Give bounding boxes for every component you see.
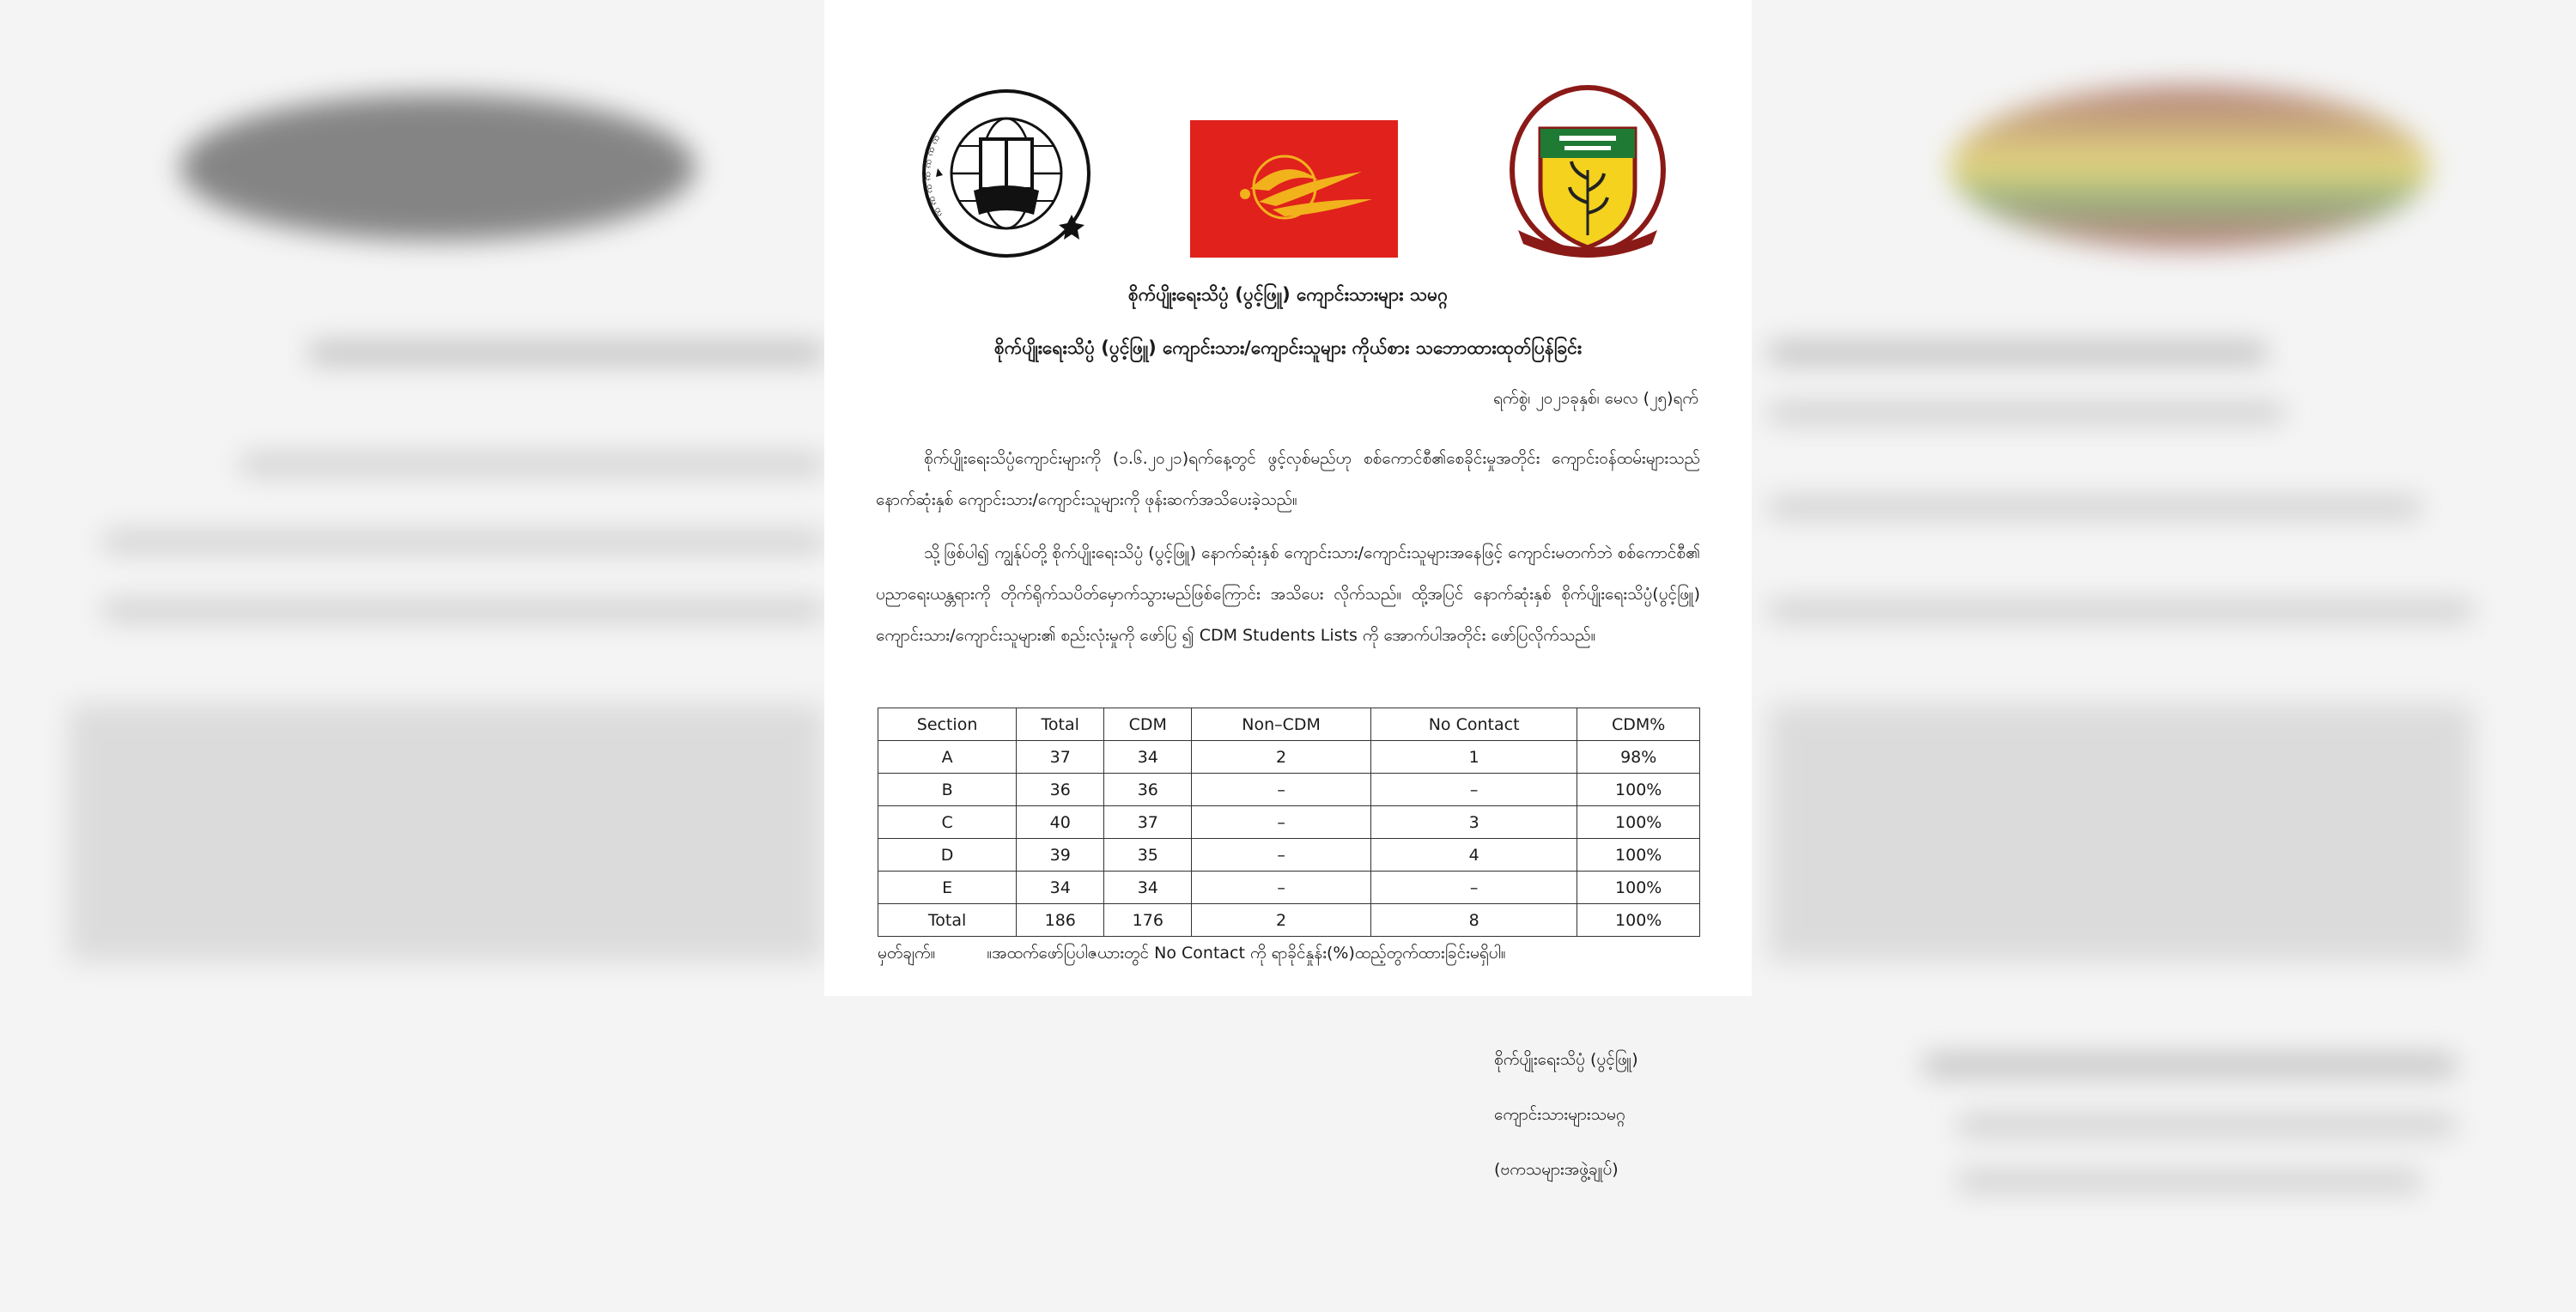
table-row <box>878 839 1700 872</box>
table-cell: 176 <box>1104 904 1192 937</box>
table-cell: 2 <box>1192 904 1371 937</box>
red-flag-logo <box>1190 120 1398 258</box>
bg-text-line <box>1769 498 2421 517</box>
bg-text-line <box>1958 1172 2421 1191</box>
table-cell: – <box>1192 839 1371 872</box>
table-cell: 37 <box>1017 741 1104 774</box>
table-row <box>878 741 1700 774</box>
bg-text-line <box>1769 404 2284 422</box>
table-cell: C <box>878 806 1017 839</box>
table-cell: 36 <box>1017 774 1104 806</box>
table-row <box>878 806 1700 839</box>
paragraph-2: သို့ဖြစ်ပါ၍ ကျွန်ုပ်တို့ စိုက်ပျိုးရေးသိပ္ပံ (ပွင့်ဖြူ) နောက်ဆုံးနှစ် ကျောင်းသား/ကျောင်းသူများအနေဖြင့် ကျောင်းမတက်ဘဲ စစ်ကောင်စီ၏ ပညာရေးယန္တရားကို တိုက်ရိုက်သပိတ်မှောက်သွားမည်ဖြစ်ကြောင်း အသိပေး လိုက်သည်။ ထို့အပြင် နောက်ဆုံးနှစ် စိုက်ပျိုးရေးသိပ္ပံ(ပွင့်ဖြူ) ကျောင်းသား/ကျောင်းသူများ၏ စည်းလုံးမှုကို ဖော်ပြ ၍ CDM Students Lists ကို အောက်ပါအတိုင်း ဖော်ပြလိုက်သည်။ <box>876 544 1700 645</box>
note-label: မှတ်ချက်။ <box>878 944 936 963</box>
table-cell: 100% <box>1577 806 1700 839</box>
table-cell: 100% <box>1577 839 1700 872</box>
table-cell: – <box>1370 774 1577 806</box>
bg-right-logo-blur <box>1949 86 2430 249</box>
table-cell: 36 <box>1104 774 1192 806</box>
header-cdm: CDM <box>1104 708 1192 741</box>
table-cell: 8 <box>1370 904 1577 937</box>
table-cell: – <box>1370 872 1577 904</box>
table-cell: 100% <box>1577 904 1700 937</box>
header-no-contact: No Contact <box>1370 708 1577 741</box>
table-cell: 34 <box>1104 741 1192 774</box>
table-row <box>878 774 1700 806</box>
table-cell: – <box>1192 774 1371 806</box>
bg-text-line <box>103 601 824 620</box>
table-cell: 1 <box>1370 741 1577 774</box>
table-cell: 100% <box>1577 872 1700 904</box>
table-cell: 39 <box>1017 839 1104 872</box>
header-non-cdm: Non–CDM <box>1192 708 1371 741</box>
table-cell: – <box>1192 806 1371 839</box>
table-cell: B <box>878 774 1017 806</box>
bg-table-blur <box>69 704 824 962</box>
table-note <box>878 943 1506 967</box>
bg-text-line <box>240 455 824 474</box>
table-cell: Total <box>878 904 1017 937</box>
table-cell: 34 <box>1104 872 1192 904</box>
table-cell: 2 <box>1192 741 1371 774</box>
bg-text-line <box>1769 343 2267 362</box>
table-cell: A <box>878 741 1017 774</box>
bg-left-logo-blur <box>180 94 696 240</box>
note-text: ။အထက်ဖော်ပြပါဇယားတွင် No Contact ကို ရာခိုင်နှုန်း(%)ထည့်တွက်ထားခြင်းမရှိပါ။ <box>987 944 1506 963</box>
header-total: Total <box>1017 708 1104 741</box>
table-cell: 186 <box>1017 904 1104 937</box>
bg-text-line <box>1923 1056 2456 1075</box>
bg-text-line <box>309 343 824 362</box>
cdm-students-table <box>878 708 1700 937</box>
organization-title: စိုက်ပျိုးရေးသိပ္ပံ (ပွင့်ဖြူ) ကျောင်းသားများ သမဂ္ဂ <box>1127 284 1449 305</box>
pwint-phyu-union-shield-logo <box>1506 84 1669 260</box>
table-cell: – <box>1192 872 1371 904</box>
table-header-row <box>878 708 1700 741</box>
table-cell: 34 <box>1017 872 1104 904</box>
paragraph-1: စိုက်ပျိုးရေးသိပ္ပံကျောင်းများကို (၁.၆.၂၀၂၁)ရက်နေ့တွင် ဖွင့်လှစ်မည်ဟု စစ်ကောင်စီ၏စေခိုင်းမှုအတိုင်း ကျောင်းဝန်ထမ်းများသည် နောက်ဆုံးနှစ် ကျောင်းသား/ကျောင်းသူများကို ဖုန်းဆက်အသိပေးခဲ့သည်။ <box>876 449 1700 509</box>
bg-text-line <box>1958 1116 2456 1135</box>
header-section: Section <box>878 708 1017 741</box>
table-cell: E <box>878 872 1017 904</box>
signature-line-3: (ဗကသများအဖွဲ့ချုပ်) <box>1494 1160 1619 1179</box>
table-cell: 3 <box>1370 806 1577 839</box>
statement-subject: စိုက်ပျိုးရေးသိပ္ပံ (ပွင့်ဖြူ) ကျောင်းသား/ကျောင်းသူများ ကိုယ်စား သဘောထားထုတ်ပြန်ခြင်း <box>993 337 1583 358</box>
rice-shield-icon <box>1506 84 1669 260</box>
document-date: ရက်စွဲ၊ ၂၀၂၁ခုနှစ်၊ မေလ (၂၅)ရက် <box>1493 389 1698 408</box>
table-cell: 40 <box>1017 806 1104 839</box>
document-sheet <box>824 0 1752 1179</box>
table-total-row <box>878 904 1700 937</box>
table-cell: 100% <box>1577 774 1700 806</box>
header-cdm-percent: CDM% <box>1577 708 1700 741</box>
table-row <box>878 872 1700 904</box>
bg-text-line <box>1769 601 2473 620</box>
signature-line-2: ကျောင်းသားများသမဂ္ဂ <box>1494 1105 1625 1124</box>
table-cell: 4 <box>1370 839 1577 872</box>
table-cell: 37 <box>1104 806 1192 839</box>
table-cell: 35 <box>1104 839 1192 872</box>
bg-text-line <box>103 532 824 551</box>
union-emblem-logo <box>920 86 1092 262</box>
svg-text:ꩡ ꩡ ꩡ ꩡ ꩡ ꩡ ꩡ: ꩡ ꩡ ꩡ ꩡ ꩡ ꩡ ꩡ <box>921 132 945 220</box>
signature-line-1: စိုက်ပျိုးရေးသိပ္ပံ (ပွင့်ဖြူ) <box>1494 1050 1638 1069</box>
globe-book-emblem-icon <box>920 86 1092 262</box>
flag-peacock-icon <box>1190 120 1398 258</box>
table-cell: D <box>878 839 1017 872</box>
bg-table-blur <box>1769 704 2473 962</box>
table-cell: 98% <box>1577 741 1700 774</box>
